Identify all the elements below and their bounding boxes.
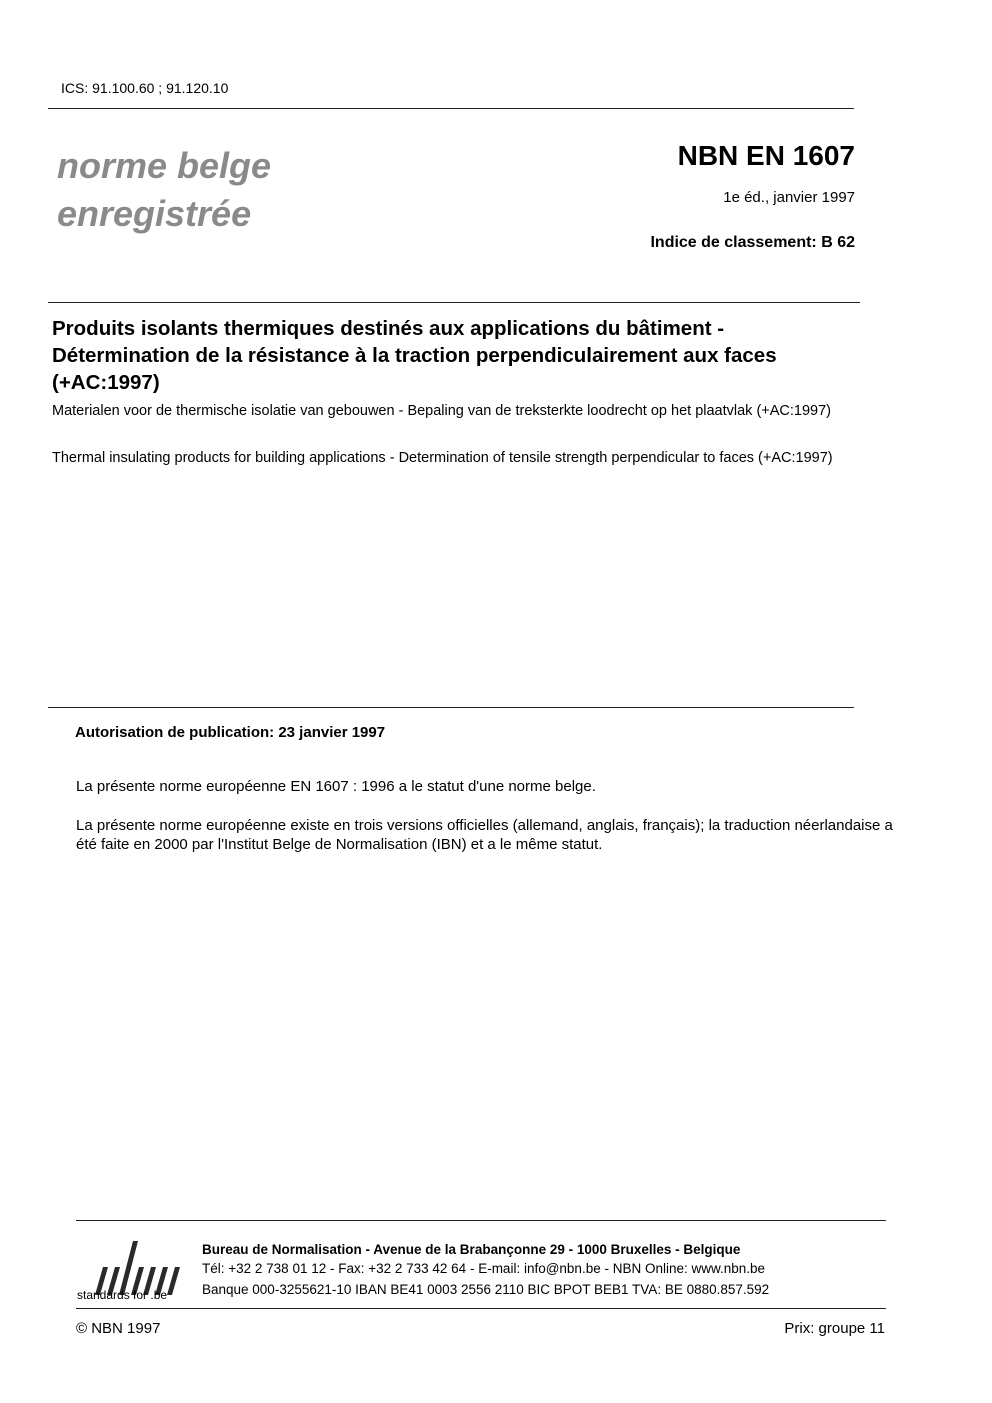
norme-line-2: enregistrée [57,193,252,234]
bureau-address: Bureau de Normalisation - Avenue de la Brabançonne 29 - 1000 Bruxelles - Belgique [202,1242,741,1257]
footer-divider [76,1220,886,1221]
versions-paragraph: La présente norme européenne existe en trois versions officielles (allemand, anglais, français); la traduction néerlandaise a été faite en 2000 par l'Institut Belge de Normalisation (IBN) et a le même statut. [76,817,893,853]
logo-tagline: standards for .be [77,1288,168,1302]
norme-line-1: norme belge [57,145,272,186]
title-divider [48,302,860,303]
title-english: Thermal insulating products for building applications - Determination of tensile strength perpendicular to faces (+AC:1997) [52,450,833,466]
edition-date: 1e éd., janvier 1997 [723,189,855,206]
bottom-divider [76,1308,886,1309]
classification-index: Indice de classement: B 62 [650,234,855,251]
bank-details: Banque 000-3255621-10 IBAN BE41 0003 2556 2110 BIC BPOT BEB1 TVA: BE 0880.857.592 [202,1282,770,1297]
contact-line: Tél: +32 2 738 01 12 - Fax: +32 2 733 42 64 - E-mail: info@nbn.be - NBN Online: www.nbn.be [202,1261,766,1276]
copyright: © NBN 1997 [76,1320,161,1337]
price-group: Prix: groupe 11 [784,1320,885,1337]
publication-authorization: Autorisation de publication: 23 janvier 1997 [75,724,386,741]
title-french: Produits isolants thermiques destinés aux applications du bâtiment - Détermination de la résistance à la traction perpendiculairement aux faces (+AC:1997) [52,317,777,394]
title-dutch: Materialen voor de thermische isolatie van gebouwen - Bepaling van de treksterkte loodrecht op het plaatvlak (+AC:1997) [52,403,832,419]
norme-belge-label [57,142,271,238]
standard-number: NBN EN 1607 [677,140,855,171]
body-divider [48,707,854,708]
header-divider [48,108,854,109]
ics-codes: ICS: 91.100.60 ; 91.120.10 [61,80,229,96]
status-paragraph: La présente norme européenne EN 1607 : 1996 a le statut d'une norme belge. [76,778,596,795]
